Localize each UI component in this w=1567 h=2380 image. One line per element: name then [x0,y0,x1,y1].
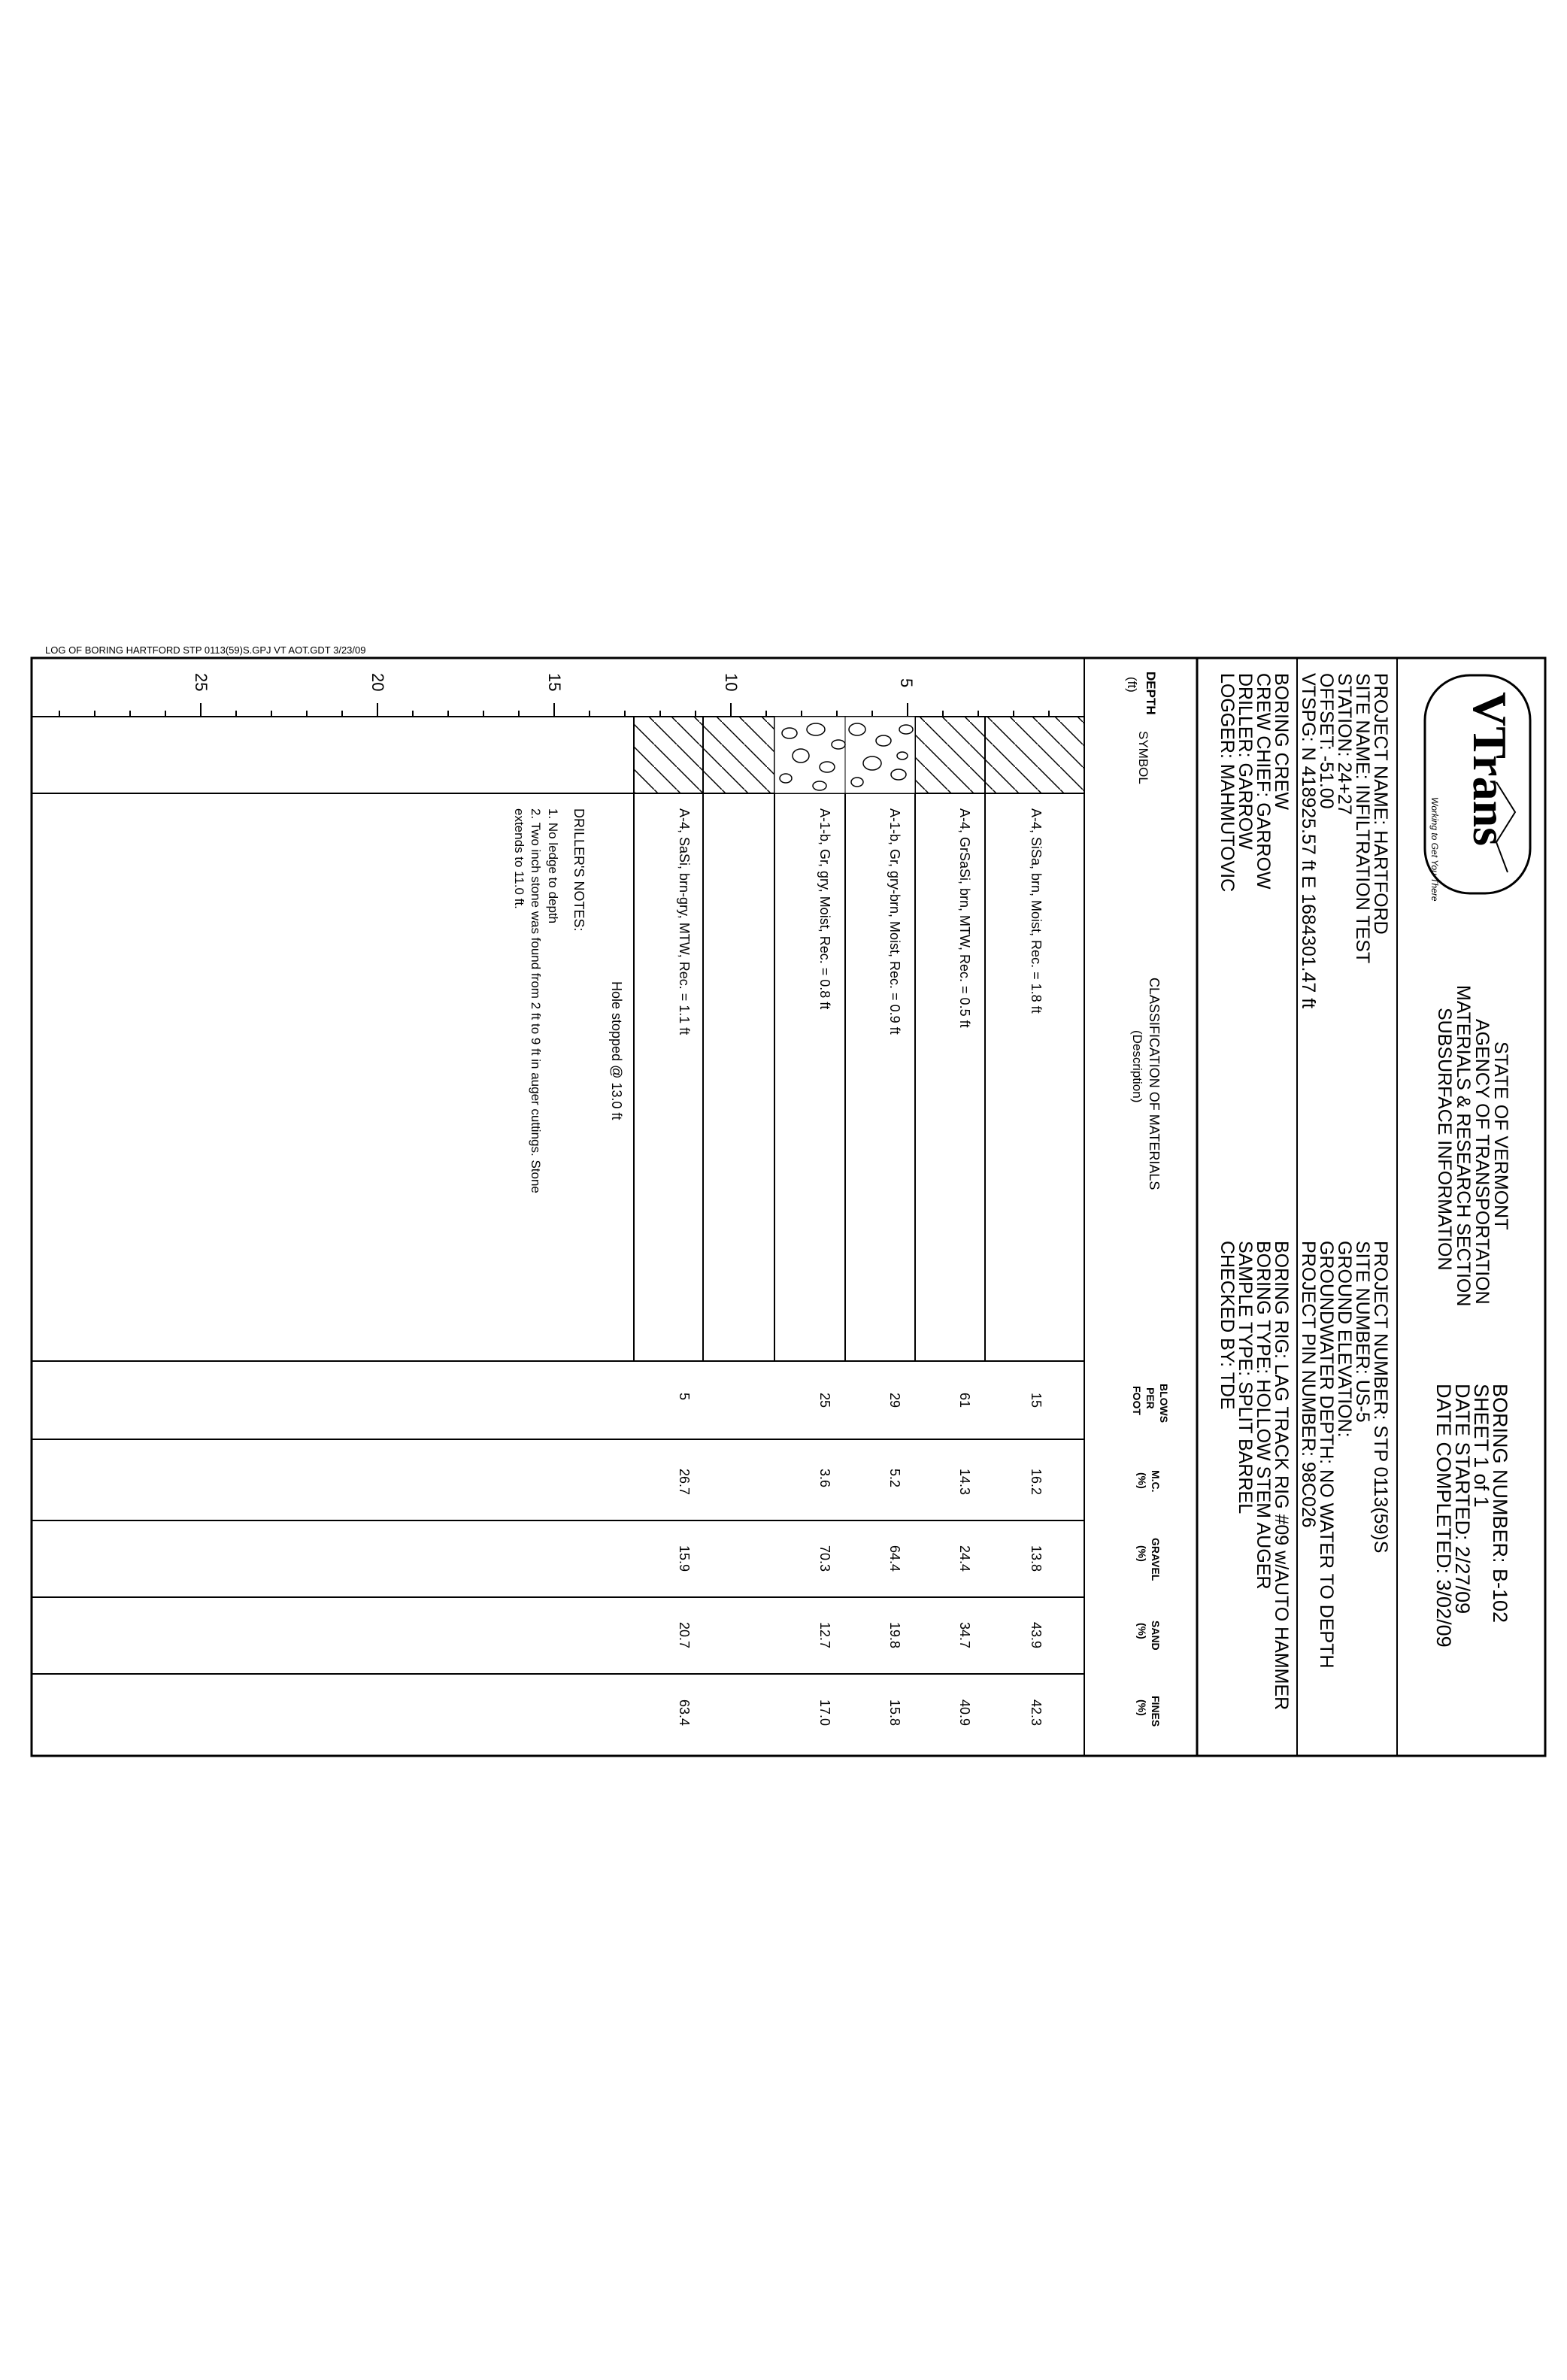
header-sand-unit: (%) [1136,1623,1148,1639]
layer-1-blows: 15 [1029,1393,1044,1408]
header-blows: BLOWS [1158,1384,1170,1423]
layer-4-gravel: 70.3 [817,1545,832,1572]
layer-3-description: A-1-b, Gr, gry-brn, Moist, Rec. = 0.9 ft [887,808,902,1035]
checked-by: CHECKED BY: TDE [1217,1241,1238,1410]
boring-rig: BORING RIG: LAG TRACK RIG #09 w/AUTO HAMMER [1271,1241,1292,1711]
header-gravel-unit: (%) [1136,1545,1148,1562]
symbol-silt-layer-5 [703,717,774,793]
layer-3-gravel: 64.4 [887,1545,902,1572]
site-number: SITE NUMBER: US-5 [1352,1241,1373,1423]
header-mc: M.C. [1150,1470,1162,1493]
header-mc-unit: (%) [1136,1472,1148,1489]
offset: OFFSET: -51.00 [1316,673,1337,809]
depth-tick-25: 25 [192,673,211,692]
site-name: SITE NAME: INFILTRATION TEST [1352,673,1373,964]
header-sand: SAND [1150,1621,1162,1651]
agency-line-2: AGENCY OF TRANSPORTATION [1472,1019,1493,1305]
vtspg: VTSPG: N 418925.57 ft E 1684301.47 ft [1298,673,1319,1009]
agency-line-1: STATE OF VERMONT [1490,1041,1511,1230]
sheet-number: SHEET 1 of 1 [1470,1384,1493,1508]
layer-2-gravel: 24.4 [957,1545,972,1572]
layer-3-blows: 29 [887,1393,902,1408]
drillers-notes-title: DRILLER'S NOTES: [571,808,586,932]
header-classification-sub: (Description) [1130,1030,1144,1103]
groundwater-depth: GROUNDWATER DEPTH: NO WATER TO DEPTH [1316,1241,1337,1669]
header-blows-3: FOOT [1131,1386,1143,1415]
symbol-silt-layer-6 [634,717,703,793]
header-fines: FINES [1150,1696,1162,1727]
layer-1-gravel: 13.8 [1029,1545,1044,1572]
agency-line-4: SUBSURFACE INFORMATION [1434,1008,1455,1271]
layer-1-fines: 42.3 [1029,1699,1044,1727]
layer-5-mc: 26.7 [677,1469,692,1496]
layer-5-sand: 20.7 [677,1622,692,1649]
header-depth-unit: (ft) [1125,677,1139,693]
layer-5-fines: 63.4 [677,1699,692,1727]
layer-5-gravel: 15.9 [677,1545,692,1572]
symbol-silt-layer-2 [915,717,985,793]
driller: DRILLER: GARROW [1235,673,1256,850]
layer-2-blows: 61 [957,1393,972,1408]
layer-1-mc: 16.2 [1029,1469,1044,1496]
sample-type: SAMPLE TYPE: SPLIT BARREL [1235,1241,1256,1514]
header-gravel: GRAVEL [1150,1538,1162,1581]
layer-2-fines: 40.9 [957,1699,972,1727]
symbol-gravel-layer-4 [774,717,845,793]
project-name: PROJECT NAME: HARTFORD [1370,673,1391,935]
layer-4-fines: 17.0 [817,1699,832,1727]
layer-3-mc: 5.2 [887,1469,902,1488]
header-blows-2: PER [1144,1387,1156,1409]
hole-stopped: Hole stopped @ 13.0 ft [609,981,624,1120]
boring-crew: BORING CREW [1271,673,1292,810]
ground-elevation: GROUND ELEVATION: [1334,1241,1355,1438]
pin-number: PROJECT PIN NUMBER: 98C026 [1298,1241,1319,1528]
drillers-note-1: 1. No ledge to depth [546,808,560,924]
layer-3-sand: 19.8 [887,1622,902,1649]
layer-1-description: A-4, SiSa, brn, Moist, Rec. = 1.8 ft [1029,808,1044,1014]
drillers-note-3: extends to 11.0 ft. [512,808,526,909]
depth-tick-20: 20 [368,673,387,692]
depth-tick-5: 5 [897,678,916,688]
layer-1-sand: 43.9 [1029,1622,1044,1649]
project-number: PROJECT NUMBER: STP 0113(59)S [1370,1241,1391,1554]
header-fines-unit: (%) [1136,1699,1148,1716]
logo-tagline: Working to Get You There [1429,797,1440,902]
logo-text: VTrans [1463,692,1517,847]
layer-2-sand: 34.7 [957,1622,972,1649]
crew-chief: CREW CHIEF: GARROW [1253,673,1274,890]
boring-type: BORING TYPE: HOLLOW STEM AUGER [1253,1241,1274,1590]
layer-5-blows: 5 [677,1393,692,1401]
depth-tick-15: 15 [545,673,564,692]
layer-4-sand: 12.7 [817,1622,832,1649]
station: STATION: 24+27 [1334,673,1355,815]
layer-4-mc: 3.6 [817,1469,832,1488]
layer-4-description: A-1-b, Gr, gry, Moist, Rec. = 0.8 ft [817,808,832,1010]
layer-5-description: A-4, SaSi, brn-gry, MTW, Rec. = 1.1 ft [677,808,692,1035]
boring-number: BORING NUMBER: B-102 [1489,1384,1511,1624]
logger: LOGGER: MAHMUTOVIC [1217,673,1238,893]
header-symbol: SYMBOL [1136,731,1150,784]
depth-tick-10: 10 [722,673,741,692]
header-classification: CLASSIFICATION OF MATERIALS [1147,978,1162,1190]
layer-2-mc: 14.3 [957,1469,972,1496]
date-completed: DATE COMPLETED: 3/02/09 [1432,1384,1455,1648]
symbol-gravel-layer-3 [845,717,915,793]
layer-3-fines: 15.8 [887,1699,902,1727]
header-depth: DEPTH [1144,672,1158,715]
layer-2-description: A-4, GrSaSi, brn, MTW, Rec. = 0.5 ft [957,808,972,1028]
symbol-silt-layer-1 [985,717,1084,793]
date-started: DATE STARTED: 2/27/09 [1451,1384,1474,1614]
footer-label: LOG OF BORING HARTFORD STP 0113(59)S.GPJ VT AOT.GDT 3/23/09 [45,644,366,656]
depth-axis [59,703,1084,717]
drillers-note-2: 2. Two inch stone was found from 2 ft to 9 ft in auger cuttings. Stone [529,808,543,1193]
layer-4-blows: 25 [817,1393,832,1408]
agency-line-3: MATERIALS & RESEARCH SECTION [1453,985,1474,1307]
